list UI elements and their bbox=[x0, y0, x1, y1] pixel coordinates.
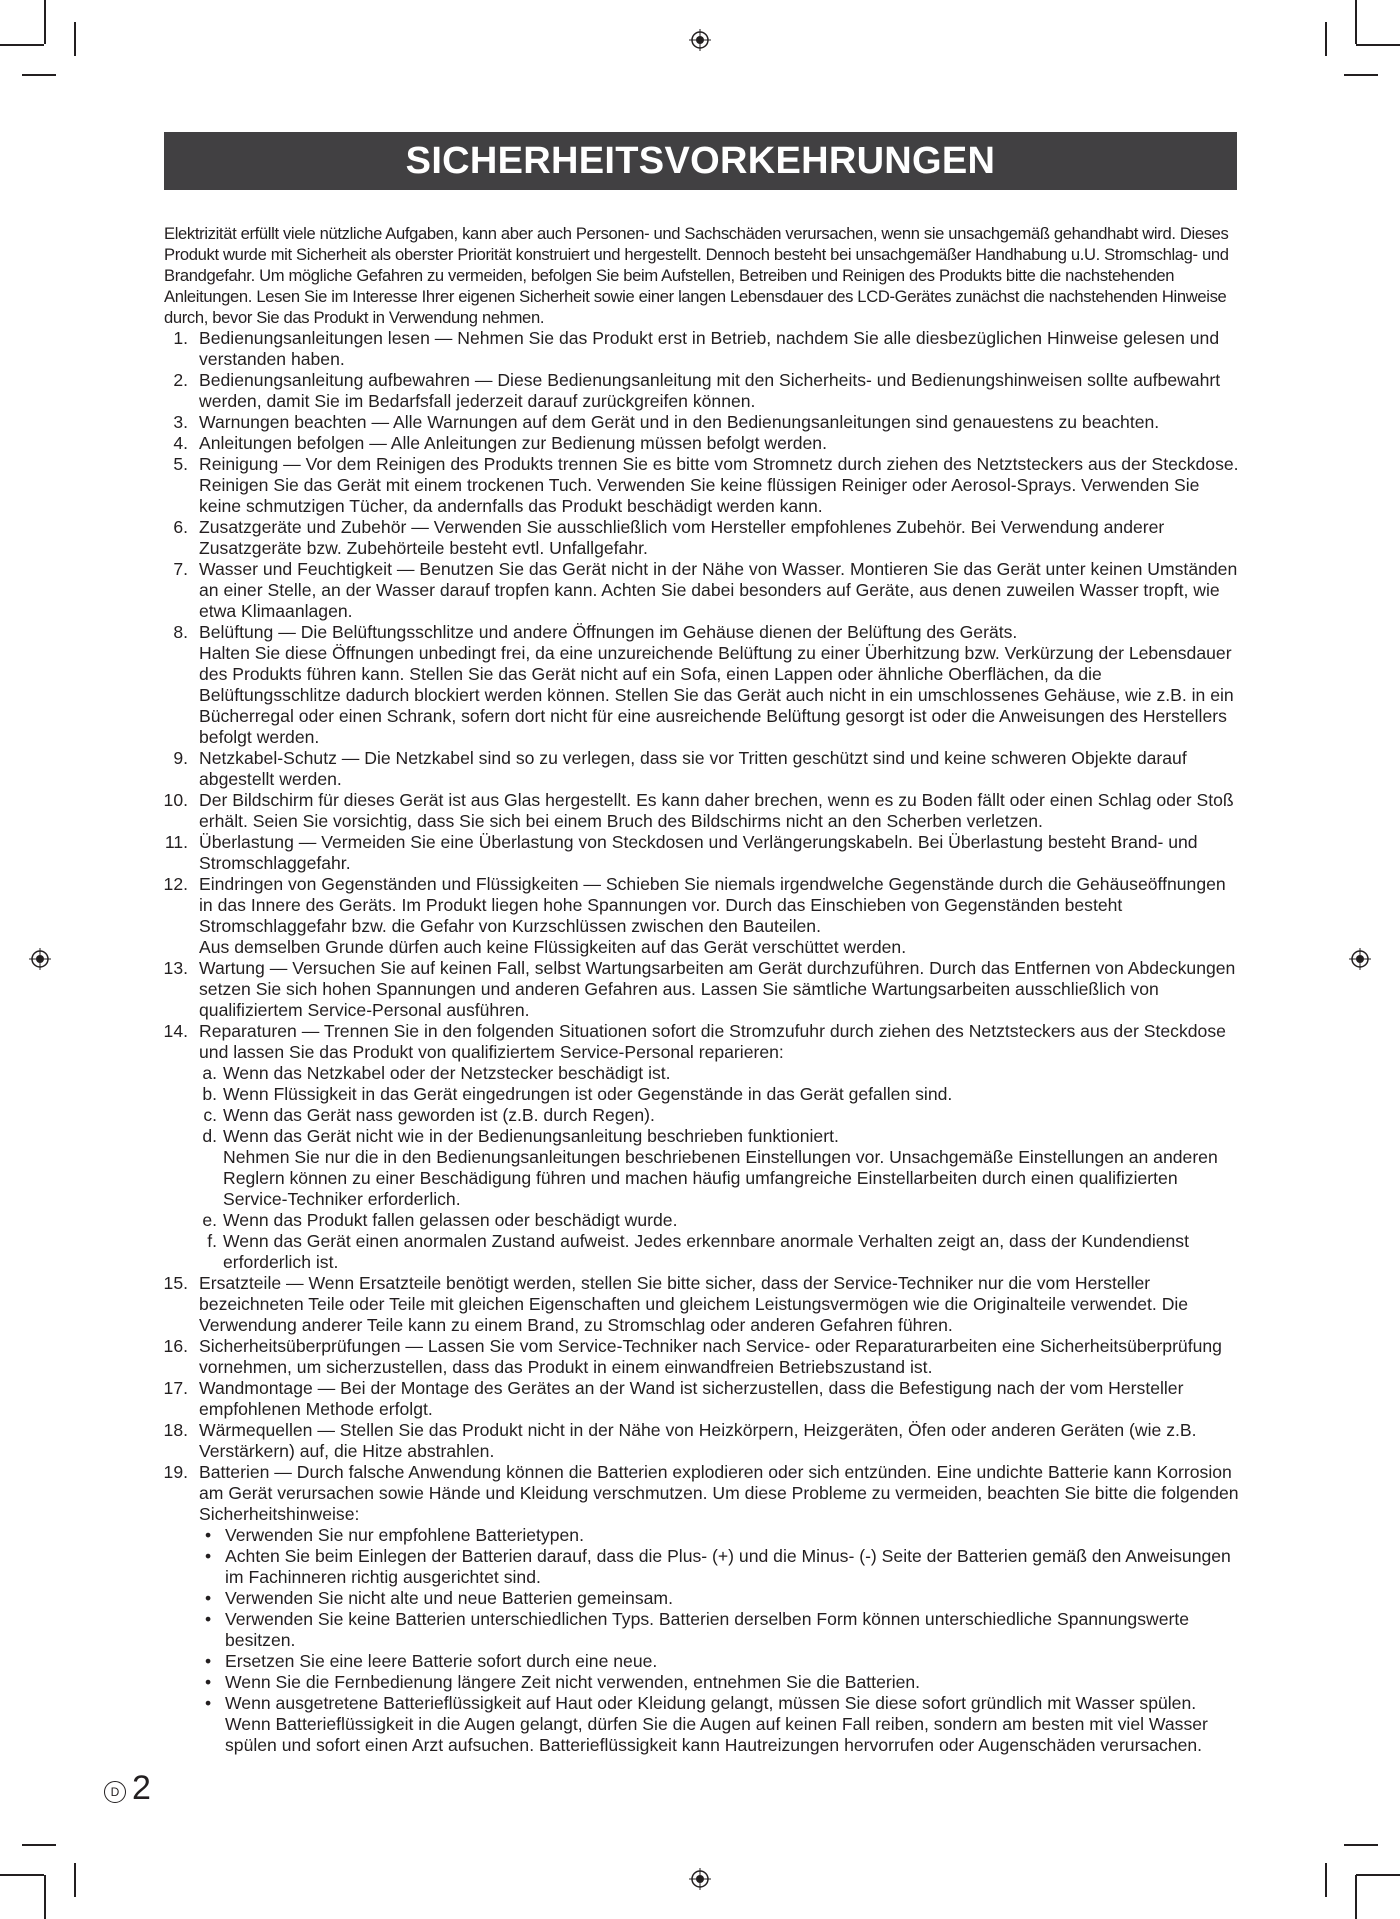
registration-mark-icon bbox=[689, 29, 711, 51]
item-text: Reparaturen — Trennen Sie in den folgenden Situationen sofort die Stromzufuhr durch ziehen des Netztsteckers aus der Steckdose und lassen Sie das Produkt von qualifiziertem Service-Personal reparieren: bbox=[199, 1021, 1226, 1062]
item-number: 9. bbox=[173, 748, 188, 768]
crop-mark bbox=[1325, 1863, 1327, 1897]
crop-mark bbox=[0, 1874, 44, 1876]
item-text: Netzkabel-Schutz — Die Netzkabel sind so zu verlegen, dass sie vor Tritten geschützt sind und keine schweren Objekte darauf abgestellt werden. bbox=[199, 748, 1187, 789]
bullet-icon: • bbox=[205, 1546, 212, 1566]
item-number: 7. bbox=[173, 559, 188, 579]
item-text: Belüftung — Die Belüftungsschlitze und andere Öffnungen im Gehäuse dienen der Belüftung des Geräts. bbox=[199, 622, 1018, 642]
list-item bbox=[164, 1378, 1239, 1420]
sub-text: Wenn das Netzkabel oder der Netzstecker beschädigt ist. bbox=[223, 1063, 671, 1083]
item-number: 15. bbox=[163, 1273, 188, 1293]
item-text: Ersatzteile — Wenn Ersatzteile benötigt werden, stellen Sie bitte sicher, dass der Service-Techniker nur die vom Hersteller bezeichneten Teile oder Teile mit gleichen Eigenschaften und gleichem Leistungsvermögen wie die Originalteile verwendet. Die Verwendung anderer Teile kann zu einem Brand, zu Stromschlag oder anderen Gefahren führen. bbox=[199, 1273, 1189, 1335]
sublist-item bbox=[199, 1126, 1239, 1210]
list-item bbox=[164, 958, 1239, 1021]
item-number: 14. bbox=[163, 1021, 188, 1041]
sub-letter: a. bbox=[202, 1063, 217, 1083]
bullet-item bbox=[205, 1546, 1239, 1588]
item-text: Der Bildschirm für dieses Gerät ist aus Glas hergestellt. Es kann daher brechen, wenn es zu Boden fällt oder einen Schlag oder Stoß erhält. Seien Sie vorsichtig, dass Sie sich bei einem Bruch des Bildschirms nicht an den Scherben verletzen. bbox=[199, 790, 1234, 831]
sublist-item bbox=[199, 1084, 1239, 1105]
sub-letter: b. bbox=[202, 1084, 217, 1104]
bullet-icon: • bbox=[205, 1588, 212, 1608]
bullet-icon: • bbox=[205, 1693, 212, 1713]
item-text: Wandmontage — Bei der Montage des Gerätes an der Wand ist sicherzustellen, dass die Befestigung nach der vom Hersteller empfohlenen Methode erfolgt. bbox=[199, 1378, 1184, 1419]
crop-mark bbox=[44, 1875, 46, 1919]
sub-text: Wenn Flüssigkeit in das Gerät eingedrungen ist oder Gegenstände in das Gerät gefallen sind. bbox=[223, 1084, 953, 1104]
list-item bbox=[164, 748, 1239, 790]
item-number: 6. bbox=[173, 517, 188, 537]
registration-mark-icon bbox=[689, 1868, 711, 1890]
list-item bbox=[164, 622, 1239, 748]
registration-mark-icon bbox=[1349, 948, 1371, 970]
item-extra-text: Halten Sie diese Öffnungen unbedingt frei, da eine unzureichende Belüftung zu einer Überhitzung bzw. Verkürzung der Lebensdauer des Produkts führen kann. Stellen Sie das Gerät nicht auf ein Sofa, einen Lappen oder ähnliche Oberflächen, da die Belüftungsschlitze dadurch blockiert werden können. Stellen Sie das Gerät auch nicht in ein umschlossenes Gehäuse, wie z.B. in ein Bücherregal oder einen Schrank, sofern dort nicht für eine ausreichende Belüftung gesorgt ist oder die Anweisungen des Herstellers befolgt werden. bbox=[199, 643, 1234, 747]
bullet-text: Wenn ausgetretene Batterieflüssigkeit auf Haut oder Kleidung gelangt, müssen Sie diese sofort gründlich mit Wasser spülen. Wenn Batterieflüssigkeit in die Augen gelangt, dürfen Sie die Augen auf keinen Fall reiben, sondern am besten mit viel Wasser spülen und sofort einen Arzt aufsuchen. Batterieflüssigkeit kann Hautreizungen hervorrufen oder Augenschäden verursachen. bbox=[225, 1693, 1208, 1755]
crop-mark bbox=[22, 1844, 56, 1846]
bullet-text: Ersetzen Sie eine leere Batterie sofort durch eine neue. bbox=[225, 1651, 658, 1671]
item-text: Wartung — Versuchen Sie auf keinen Fall, selbst Wartungsarbeiten am Gerät durchzuführen. Durch das Entfernen von Abdeckungen setzen Sie sich hohen Spannungen und anderen Gefahren aus. Lassen Sie sämtliche Wartungsarbeiten ausschließlich von qualifiziertem Service-Personal ausführen. bbox=[199, 958, 1236, 1020]
crop-mark bbox=[1355, 0, 1357, 44]
item-number: 13. bbox=[163, 958, 188, 978]
crop-mark bbox=[1356, 44, 1400, 46]
crop-mark bbox=[0, 44, 44, 46]
item-number: 18. bbox=[163, 1420, 188, 1440]
sublist-item bbox=[199, 1105, 1239, 1126]
item-number: 8. bbox=[173, 622, 188, 642]
bullet-item bbox=[205, 1651, 1239, 1672]
sublist-item bbox=[199, 1210, 1239, 1231]
crop-mark bbox=[1355, 1875, 1357, 1919]
list-item bbox=[164, 517, 1239, 559]
item-number: 2. bbox=[173, 370, 188, 390]
list-item bbox=[164, 1021, 1239, 1273]
crop-mark bbox=[1356, 1874, 1400, 1876]
bullet-icon: • bbox=[205, 1672, 212, 1692]
sub-letter: c. bbox=[203, 1105, 217, 1125]
item-number: 19. bbox=[163, 1462, 188, 1482]
bullet-item bbox=[205, 1693, 1239, 1756]
item-text: Anleitungen befolgen — Alle Anleitungen zur Bedienung müssen befolgt werden. bbox=[199, 433, 827, 453]
registration-mark-icon bbox=[29, 948, 51, 970]
list-item bbox=[164, 1336, 1239, 1378]
sub-text: Wenn das Gerät nass geworden ist (z.B. durch Regen). bbox=[223, 1105, 655, 1125]
sub-letter: e. bbox=[202, 1210, 217, 1230]
crop-mark bbox=[1325, 22, 1327, 56]
list-item bbox=[164, 454, 1239, 517]
bullet-icon: • bbox=[205, 1609, 212, 1629]
item-extra-text: Aus demselben Grunde dürfen auch keine Flüssigkeiten auf das Gerät verschüttet werden. bbox=[199, 937, 907, 957]
crop-mark bbox=[74, 22, 76, 56]
sub-letter: d. bbox=[202, 1126, 217, 1146]
intro-paragraph: Elektrizität erfüllt viele nützliche Aufgaben, kann aber auch Personen- und Sachschäden verursachen, wenn sie unsachgemäß gehandhabt wird. Dieses Produkt wurde mit Sicherheit als oberster Priorität konstruiert und hergestellt. Dennoch besteht bei unsachgemäßer Handhabung u.U. Stromschlag- und Brandgefahr. Um mögliche Gefahren zu vermeiden, befolgen Sie beim Aufstellen, Betreiben und Reinigen des Produkts bitte die nachstehenden Anleitungen. Lesen Sie im Interesse Ihrer eigenen Sicherheit sowie einer langen Lebensdauer des LCD-Gerätes zunächst die nachstehenden Hinweise durch, bevor Sie das Produkt in Verwendung nehmen. bbox=[164, 224, 1229, 327]
sub-extra-text: Nehmen Sie nur die in den Bedienungsanleitungen beschriebenen Einstellungen vor. Unsachgemäße Einstellungen an anderen Reglern können zu einer Beschädigung führen und machen häufig umfangreiche Einstellarbeiten durch einen qualifizierten Service-Techniker erforderlich. bbox=[223, 1147, 1218, 1209]
list-item bbox=[164, 433, 1239, 454]
item-text: Reinigung — Vor dem Reinigen des Produkts trennen Sie es bitte vom Stromnetz durch ziehen des Netztsteckers aus der Steckdose. Reinigen Sie das Gerät mit einem trockenen Tuch. Verwenden Sie keine flüssigen Reiniger oder Aerosol-Sprays. Verwenden Sie keine schmutzigen Tücher, da andernfalls das Produkt beschädigt werden kann. bbox=[199, 454, 1239, 516]
list-item bbox=[164, 1420, 1239, 1462]
list-item bbox=[164, 874, 1239, 958]
crop-mark bbox=[1344, 1844, 1378, 1846]
item-number: 11. bbox=[164, 832, 188, 852]
bullet-item bbox=[205, 1525, 1239, 1546]
bullet-text: Wenn Sie die Fernbedienung längere Zeit nicht verwenden, entnehmen Sie die Batterien. bbox=[225, 1672, 921, 1692]
bullet-text: Verwenden Sie nur empfohlene Batterietypen. bbox=[225, 1525, 584, 1545]
item-number: 5. bbox=[173, 454, 188, 474]
list-item bbox=[164, 832, 1239, 874]
sub-text: Wenn das Gerät einen anormalen Zustand aufweist. Jedes erkennbare anormale Verhalten zeigt an, dass der Kundendienst erforderlich ist. bbox=[223, 1231, 1189, 1272]
list-item bbox=[164, 1273, 1239, 1336]
bullet-text: Verwenden Sie nicht alte und neue Batterien gemeinsam. bbox=[225, 1588, 673, 1608]
list-item bbox=[164, 1462, 1239, 1756]
item-text: Bedienungsanleitung aufbewahren — Diese Bedienungsanleitung mit den Sicherheits- und Bedienungshinweisen sollte aufbewahrt werden, damit Sie im Bedarfsfall jederzeit darauf zurückgreifen können. bbox=[199, 370, 1221, 411]
sublist-item bbox=[199, 1063, 1239, 1084]
item-number: 10. bbox=[163, 790, 188, 810]
bullet-text: Achten Sie beim Einlegen der Batterien darauf, dass die Plus- (+) und die Minus- (-) Seite der Batterien gemäß den Anweisungen im Fachinneren richtig ausgerichtet sind. bbox=[225, 1546, 1231, 1587]
list-item bbox=[164, 559, 1239, 622]
item-number: 16. bbox=[163, 1336, 188, 1356]
item-number: 4. bbox=[173, 433, 188, 453]
item-text: Bedienungsanleitungen lesen — Nehmen Sie das Produkt erst in Betrieb, nachdem Sie alle diesbezüglichen Hinweise gelesen und verstanden haben. bbox=[199, 328, 1220, 369]
sublist-item bbox=[199, 1231, 1239, 1273]
language-badge: D bbox=[104, 1781, 126, 1803]
crop-mark bbox=[1344, 74, 1378, 76]
list-item bbox=[164, 328, 1239, 370]
item-text: Überlastung — Vermeiden Sie eine Überlastung von Steckdosen und Verlängerungskabeln. Bei Überlastung besteht Brand- und Stromschlaggefahr. bbox=[199, 832, 1198, 873]
item-text: Warnungen beachten — Alle Warnungen auf dem Gerät und in den Bedienungsanleitungen sind genauestens zu beachten. bbox=[199, 412, 1160, 432]
item-number: 1. bbox=[173, 328, 188, 348]
crop-mark bbox=[74, 1863, 76, 1897]
document-body bbox=[164, 223, 1239, 1756]
item-text: Batterien — Durch falsche Anwendung können die Batterien explodieren oder sich entzünden. Eine undichte Batterie kann Korrosion am Gerät verursachen sowie Hände und Kleidung verschmutzen. Um diese Probleme zu vermeiden, beachten Sie bitte die folgenden Sicherheitshinweise: bbox=[199, 1462, 1239, 1524]
bullet-icon: • bbox=[205, 1525, 212, 1545]
page-title: SICHERHEITSVORKEHRUNGEN bbox=[164, 132, 1237, 190]
list-item bbox=[164, 370, 1239, 412]
bullet-item bbox=[205, 1672, 1239, 1693]
item-text: Sicherheitsüberprüfungen — Lassen Sie vom Service-Techniker nach Service- oder Reparaturarbeiten eine Sicherheitsüberprüfung vornehmen, um sicherzustellen, dass das Produkt in einem einwandfreien Betriebszustand ist. bbox=[199, 1336, 1222, 1377]
bullet-text: Verwenden Sie keine Batterien unterschiedlichen Typs. Batterien derselben Form können unterschiedliche Spannungswerte besitzen. bbox=[225, 1609, 1190, 1650]
bullet-item bbox=[205, 1588, 1239, 1609]
page-number-value: 2 bbox=[132, 1769, 151, 1807]
crop-mark bbox=[22, 74, 56, 76]
list-item bbox=[164, 412, 1239, 433]
item-number: 17. bbox=[163, 1378, 188, 1398]
sub-text: Wenn das Produkt fallen gelassen oder beschädigt wurde. bbox=[223, 1210, 678, 1230]
sub-letter: f. bbox=[207, 1231, 217, 1251]
sub-text: Wenn das Gerät nicht wie in der Bedienungsanleitung beschrieben funktioniert. bbox=[223, 1126, 839, 1146]
item-number: 3. bbox=[173, 412, 188, 432]
item-text: Eindringen von Gegenständen und Flüssigkeiten — Schieben Sie niemals irgendwelche Gegenstände durch die Gehäuseöffnungen in das Innere des Geräts. Im Produkt liegen hohe Spannungen vor. Durch das Einschieben von Gegenständen besteht Stromschlaggefahr bzw. die Gefahr von Kurzschlüssen zwischen den Bauteilen. bbox=[199, 874, 1226, 936]
item-text: Zusatzgeräte und Zubehör — Verwenden Sie ausschließlich vom Hersteller empfohlenes Zubehör. Bei Verwendung anderer Zusatzgeräte bzw. Zubehörteile besteht evtl. Unfallgefahr. bbox=[199, 517, 1165, 558]
crop-mark bbox=[44, 0, 46, 44]
list-item bbox=[164, 790, 1239, 832]
item-text: Wärmequellen — Stellen Sie das Produkt nicht in der Nähe von Heizkörpern, Heizgeräten, Öfen oder anderen Geräten (wie z.B. Verstärkern) auf, die Hitze abstrahlen. bbox=[199, 1420, 1197, 1461]
item-number: 12. bbox=[163, 874, 188, 894]
item-text: Wasser und Feuchtigkeit — Benutzen Sie das Gerät nicht in der Nähe von Wasser. Montieren Sie das Gerät unter keinen Umständen an einer Stelle, an der Wasser darauf tropfen kann. Achten Sie dabei besonders auf Geräte, aus denen zuweilen Wasser tropft, wie etwa Klimaanlagen. bbox=[199, 559, 1238, 621]
bullet-item bbox=[205, 1609, 1239, 1651]
bullet-icon: • bbox=[205, 1651, 212, 1671]
